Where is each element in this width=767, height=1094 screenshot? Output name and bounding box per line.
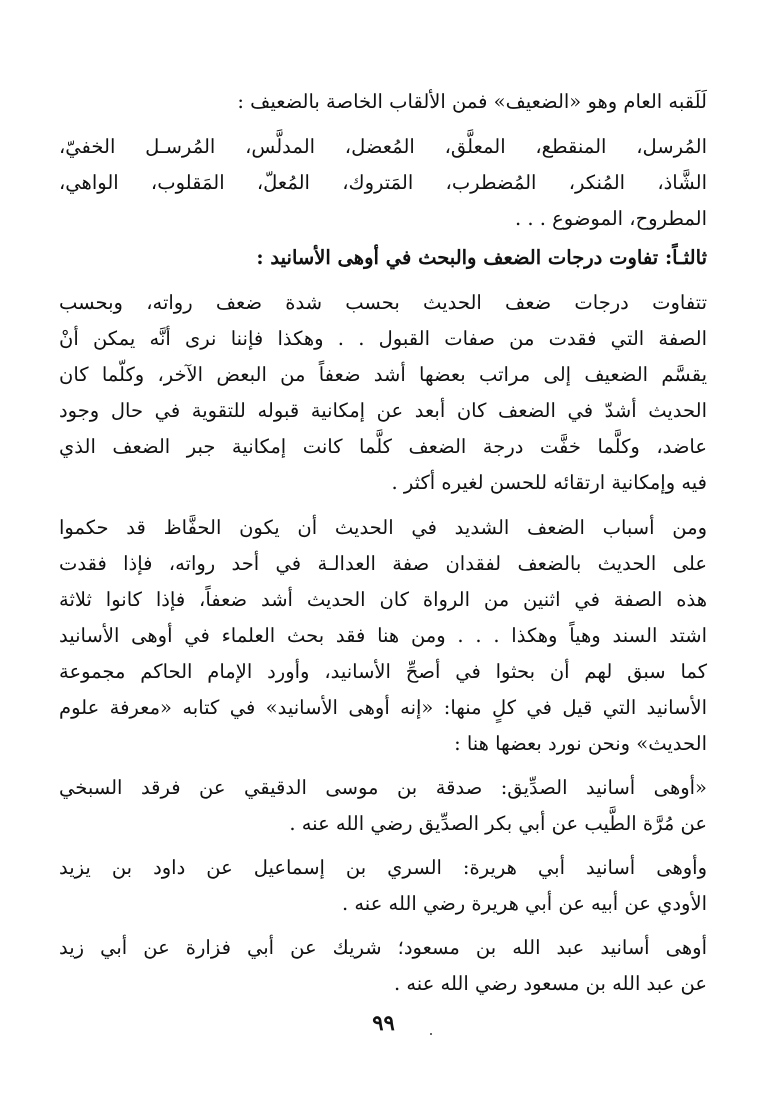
- page-number: ٩٩: [372, 1010, 395, 1035]
- text-line: عاضد، وكلَّما خفَّت درجة الضعف كلَّما كانت إمكانية جبر الضعف الذي: [59, 435, 707, 458]
- text-line: «أوهى أسانيد الصدِّيق: صدقة بن موسى الدقيقي عن فرقد السبخي: [59, 776, 707, 799]
- section-heading: ثالثـاً: تفاوت درجات الضعف والبحث في أوهى الأسانيد :: [256, 246, 707, 269]
- text-line: أوهى أسانيد عبد الله بن مسعود؛ شريك عن أبي فزارة عن أبي زيد: [59, 936, 707, 959]
- text-line: الصفة التي فقدت من صفات القبول . . وهكذا فإننا نرى أنَّه يمكن أنْ: [59, 327, 707, 350]
- text-line: اشتد السند وهياً وهكذا . . . ومن هنا فقد بحث العلماء في أوهى الأسانيد: [59, 624, 707, 647]
- text-line: الحديث» ونحن نورد بعضها هنا :: [454, 732, 707, 755]
- text-line: يقسَّم الضعيف إلى مراتب بعضها أشد ضعفاً من البعض الآخر، وكلّما كان: [59, 363, 707, 386]
- text-line: الأودي عن أبيه عن أبي هريرة رضي الله عنه .: [341, 892, 707, 915]
- text-line: تتفاوت درجات ضعف الحديث بحسب شدة ضعف رواته، وبحسب: [59, 291, 707, 314]
- text-line: عن عبد الله بن مسعود رضي الله عنه .: [393, 972, 707, 995]
- text-line: الشَّاذ، المُنكر، المُضطرب، المَتروك، المُعلّ، المَقلوب، الواهي،: [59, 171, 707, 194]
- text-line: كما سبق لهم أن بحثوا في أصحِّ الأسانيد، وأورد الإمام الحاكم مجموعة: [59, 660, 707, 683]
- text-line: المُرسل، المنقطع، المعلَّق، المُعضل، المدلَّس، المُرسـل الخفيّ،: [59, 135, 707, 158]
- text-line: الأسانيد التي قيل في كلٍ منها: «إنه أوهى الأسانيد» في كتابه «معرفة علوم: [59, 696, 707, 719]
- text-line: وأوهى أسانيد أبي هريرة: السري بن إسماعيل عن داود بن يزيد: [59, 856, 707, 879]
- text-line: عن مُرَّة الطَّيب عن أبي بكر الصدِّيق رضي الله عنه .: [289, 812, 707, 835]
- text-line: لَلَقبه العام وهو «الضعيف» فمن الألقاب الخاصة بالضعيف :: [237, 90, 707, 113]
- text-line: ومن أسباب الضعف الشديد في الحديث أن يكون الحفَّاظ قد حكموا: [59, 516, 707, 539]
- text-line: المطروح، الموضوع . . .: [514, 207, 707, 230]
- text-line: الحديث أشدّ في الضعف كان أبعد عن إمكانية قبوله للتقوية في حال وجود: [59, 399, 707, 422]
- scan-speck: [430, 1033, 432, 1035]
- text-line: على الحديث بالضعف لفقدان صفة العدالـة في أحد رواته، فإذا فقدت: [59, 552, 707, 575]
- text-line: فيه وإمكانية ارتقائه للحسن لغيره أكثر .: [391, 471, 707, 494]
- text-line: هذه الصفة في اثنين من الرواة كان الحديث أشد ضعفاً، فإذا كانوا ثلاثة: [59, 588, 707, 611]
